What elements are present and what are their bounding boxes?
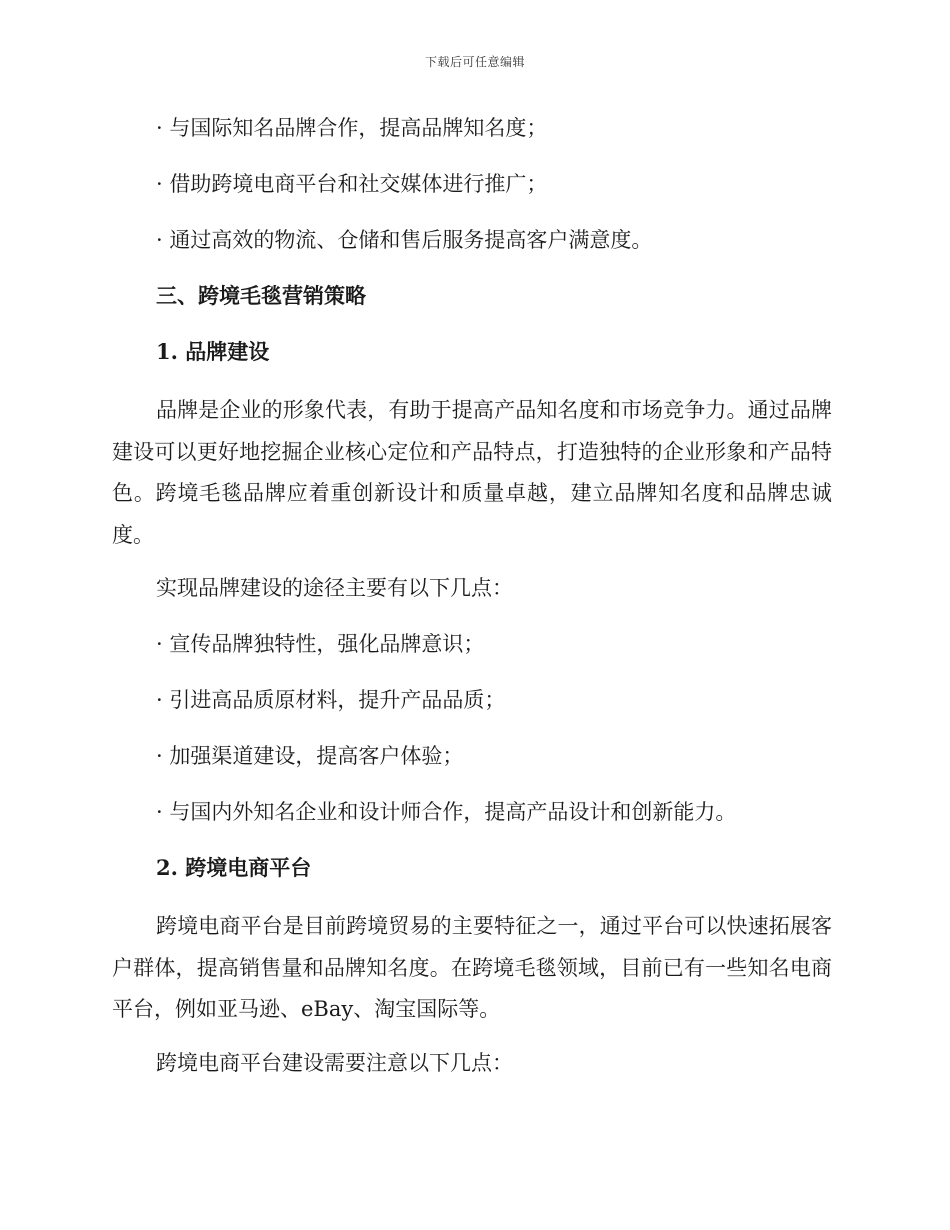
section-heading: 三、跨境毛毯营销策略: [156, 283, 366, 308]
bullet-item: · 加强渠道建设，提高客户体验；: [156, 744, 464, 768]
bullet-item: · 借助跨境电商平台和社交媒体进行推广；: [156, 172, 548, 196]
subsection-heading-ecommerce: 2. 跨境电商平台: [156, 855, 312, 880]
paragraph-ecommerce-intro: 跨境电商平台建设需要注意以下几点：: [156, 1050, 513, 1075]
paragraph-brand-intro: 实现品牌建设的途径主要有以下几点：: [156, 576, 513, 600]
subsection-heading-brand: 1. 品牌建设: [156, 339, 270, 364]
paragraph-ecommerce: 跨境电商平台是目前跨境贸易的主要特征之一，通过平台可以快速拓展客户群体，提高销售量和品牌知名度。在跨境毛毯领域，目前已有一些知名电商平台，例如亚马逊、eBay、淘宝国际等。: [112, 914, 832, 1021]
bullet-item: · 宣传品牌独特性，强化品牌意识；: [156, 632, 485, 656]
bullet-item: · 引进高品质原材料，提升产品品质；: [156, 688, 506, 712]
page-header-note: 下载后可任意编辑: [424, 55, 525, 69]
bullet-item: · 与国际知名品牌合作，提高品牌知名度；: [156, 116, 548, 140]
bullet-item: · 通过高效的物流、仓储和售后服务提高客户满意度。: [156, 228, 653, 252]
paragraph-brand: 品牌是企业的形象代表，有助于提高产品知名度和市场竞争力。通过品牌建设可以更好地挖掘企业核心定位和产品特点，打造独特的企业形象和产品特色。跨境毛毯品牌应着重创新设计和质量卓越，建立品牌知名度和品牌忠诚度。: [112, 398, 832, 547]
bullet-item: · 与国内外知名企业和设计师合作，提高产品设计和创新能力。: [156, 800, 737, 824]
document-body: [112, 110, 832, 1101]
